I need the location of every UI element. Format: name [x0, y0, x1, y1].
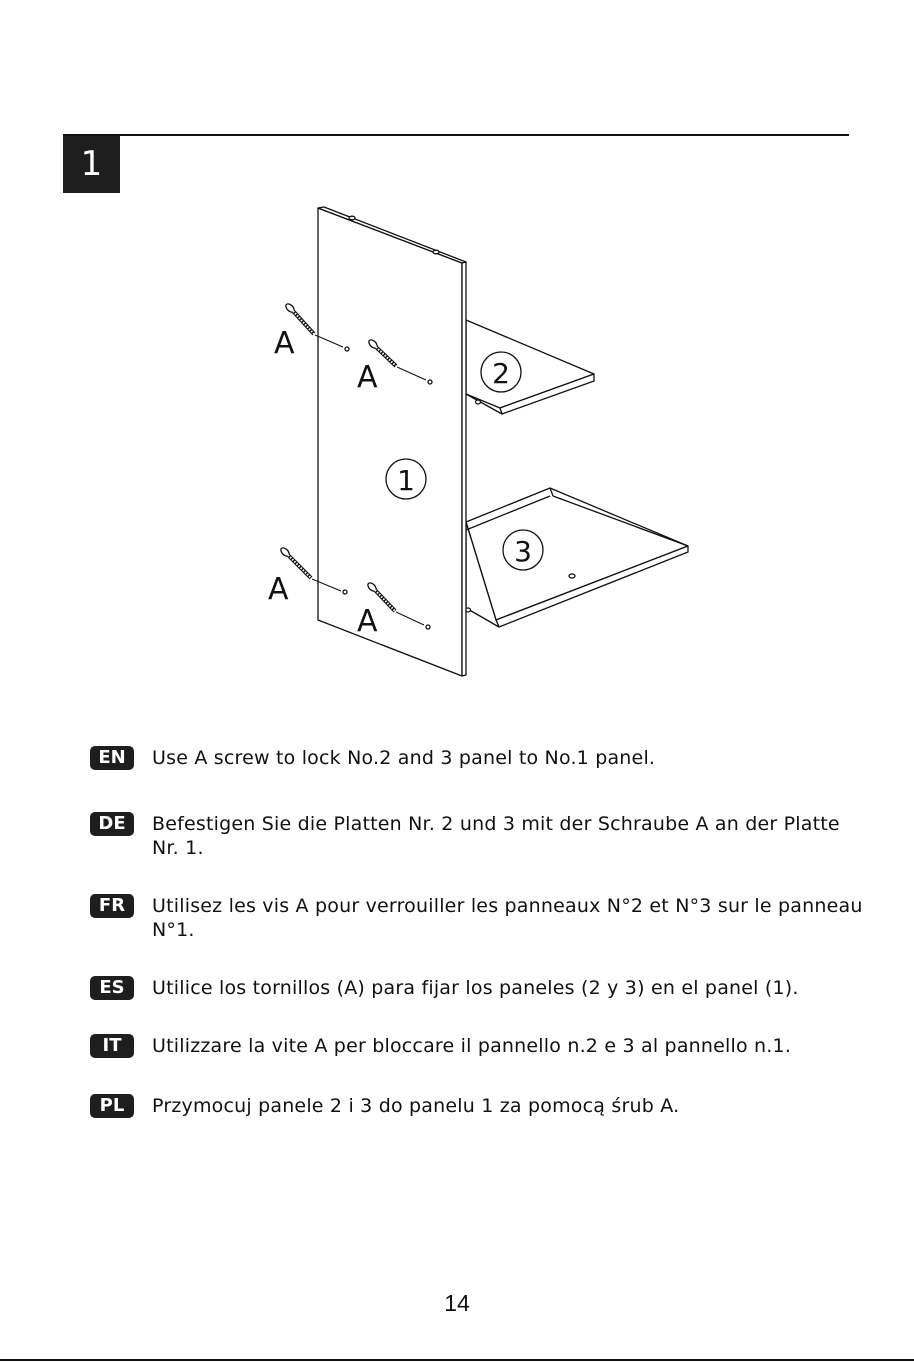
part-number-label: 1 [397, 464, 415, 497]
language-badge: PL [90, 1094, 134, 1118]
language-badge: DE [90, 812, 134, 836]
screw-label: A [357, 604, 378, 639]
language-badge: EN [90, 746, 134, 770]
instruction-text: Utilizzare la vite A per bloccare il pannello n.2 e 3 al pannello n.1. [152, 1035, 792, 1057]
screw-label: A [274, 326, 295, 361]
language-badge: FR [90, 894, 134, 918]
instruction-text: Utilice los tornillos (A) para fijar los paneles (2 y 3) en el panel (1). [152, 977, 799, 999]
part-number-label: 2 [492, 357, 510, 390]
instruction-en [90, 746, 870, 770]
language-badge: IT [90, 1034, 134, 1058]
panel-3-shelf [466, 488, 689, 627]
instruction-fr [90, 894, 870, 942]
shelf-hole [569, 574, 575, 578]
instruction-es [90, 976, 870, 1000]
instruction-it [90, 1034, 870, 1058]
instruction-de [90, 812, 870, 860]
screw-hole [343, 590, 347, 594]
step-number-badge: 1 [63, 136, 120, 193]
instruction-pl [90, 1094, 870, 1118]
screw-hole [426, 625, 430, 629]
page-number: 14 [444, 1290, 470, 1316]
instruction-text: Use A screw to lock No.2 and 3 panel to No.1 panel. [152, 747, 656, 769]
screw-label: A [357, 360, 378, 395]
screw-label: A [268, 572, 289, 607]
language-badge: ES [90, 976, 134, 1000]
page-bottom-rule [0, 1359, 914, 1361]
instruction-text: Utilisez les vis A pour verrouiller les panneaux N°2 et N°3 sur le panneau N°1. [152, 895, 863, 941]
instruction-text: Przymocuj panele 2 i 3 do panelu 1 za pomocą śrub A. [152, 1095, 680, 1117]
part-number-label: 3 [514, 535, 532, 568]
screw-hole [345, 347, 349, 351]
screw-hole [428, 380, 432, 384]
instruction-text: Befestigen Sie die Platten Nr. 2 und 3 mit der Schraube A an der Platte Nr. 1. [152, 813, 840, 859]
